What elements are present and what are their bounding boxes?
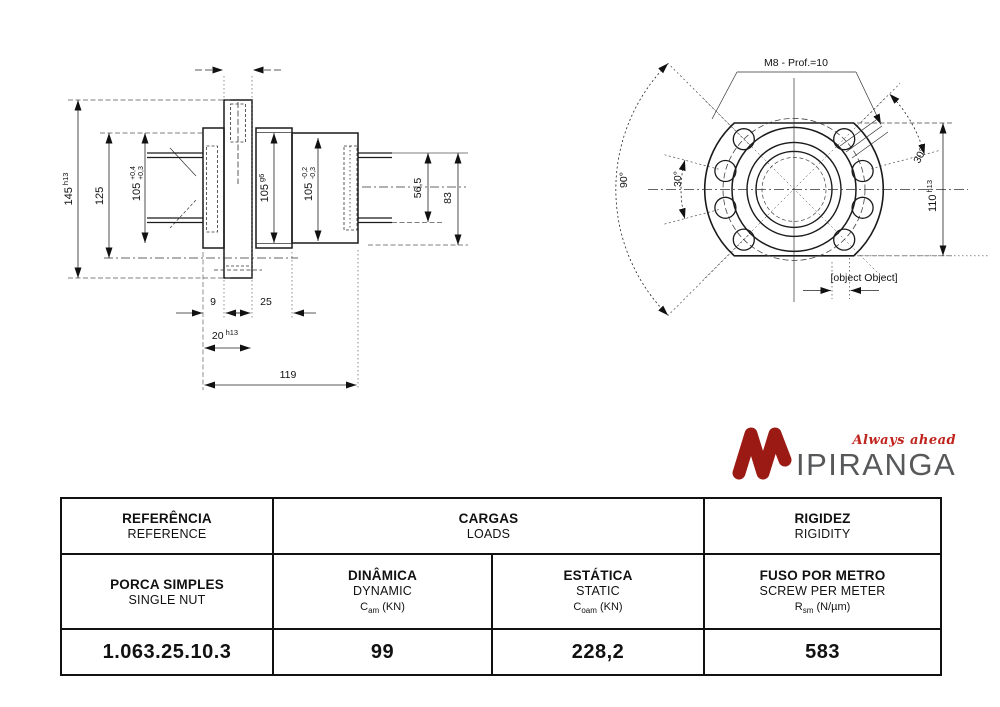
angle-30-left-label: 30° [672,171,684,187]
value-static: 228,2 [492,629,704,675]
company-logo [730,420,957,482]
col-static: ESTÁTICA STATIC $C_{oam}$ (KN) [492,554,704,629]
side-view-dimension-lines [78,70,458,385]
dim-105-plus-label: 105+0,4+0,3 [130,166,145,202]
dim-25-label: 25 [260,296,272,308]
angle-90-label: 90° [618,172,630,188]
dim-13-5-label: [object Object] [830,272,898,284]
front-view-centerlines [648,63,968,315]
m8-leader [712,72,881,125]
side-view [61,70,468,390]
dim-83-label: 83 [442,192,454,204]
side-view-part-outline [203,100,358,278]
col-product: PORCA SIMPLES SINGLE NUT [61,554,273,629]
dim-56-5-label: 56,5 [412,177,424,199]
value-rigidity: 583 [704,629,941,675]
dim-105-g6-label: $105^{g6}$ [257,173,271,203]
col-dynamic: DINÂMICA DYNAMIC $C_{am}$ (KN) [273,554,492,629]
side-view-extension-lines [68,76,468,390]
dim-9-label: 9 [210,296,216,308]
thread-note-label: M8 - Prof.=10 [764,57,828,69]
header-loads: CARGAS LOADS [273,498,704,554]
col-screw-per-meter: FUSO POR METRO SCREW PER METER $R_{sm}$ (N/µm) [704,554,941,629]
spec-table [60,497,942,676]
value-dynamic: 99 [273,629,492,675]
dim-105-minus-label: 105-0,2-0,3 [302,166,317,202]
dim-145-label: $145^{h13}$ [61,172,75,206]
logo-tagline: Always ahead [852,433,957,448]
ipiranga-mark-icon [730,426,792,480]
header-rigidity: RIGIDEZ RIGIDITY [704,498,941,554]
side-view-centerlines [104,187,466,270]
logo-brand: IPIRANGA [796,447,957,482]
dim-125-label: 125 [94,186,106,206]
dim-110-label: $110^{h13}$ [925,179,939,213]
header-reference: REFERÊNCIA REFERENCE [61,498,273,554]
dim-20-label: 20 $^{h13}$ [211,328,239,342]
dim-119-label: 119 [279,369,297,381]
angle-30-right-label: 30° [911,145,930,166]
front-view [616,57,988,315]
value-reference: 1.063.25.10.3 [61,629,273,675]
